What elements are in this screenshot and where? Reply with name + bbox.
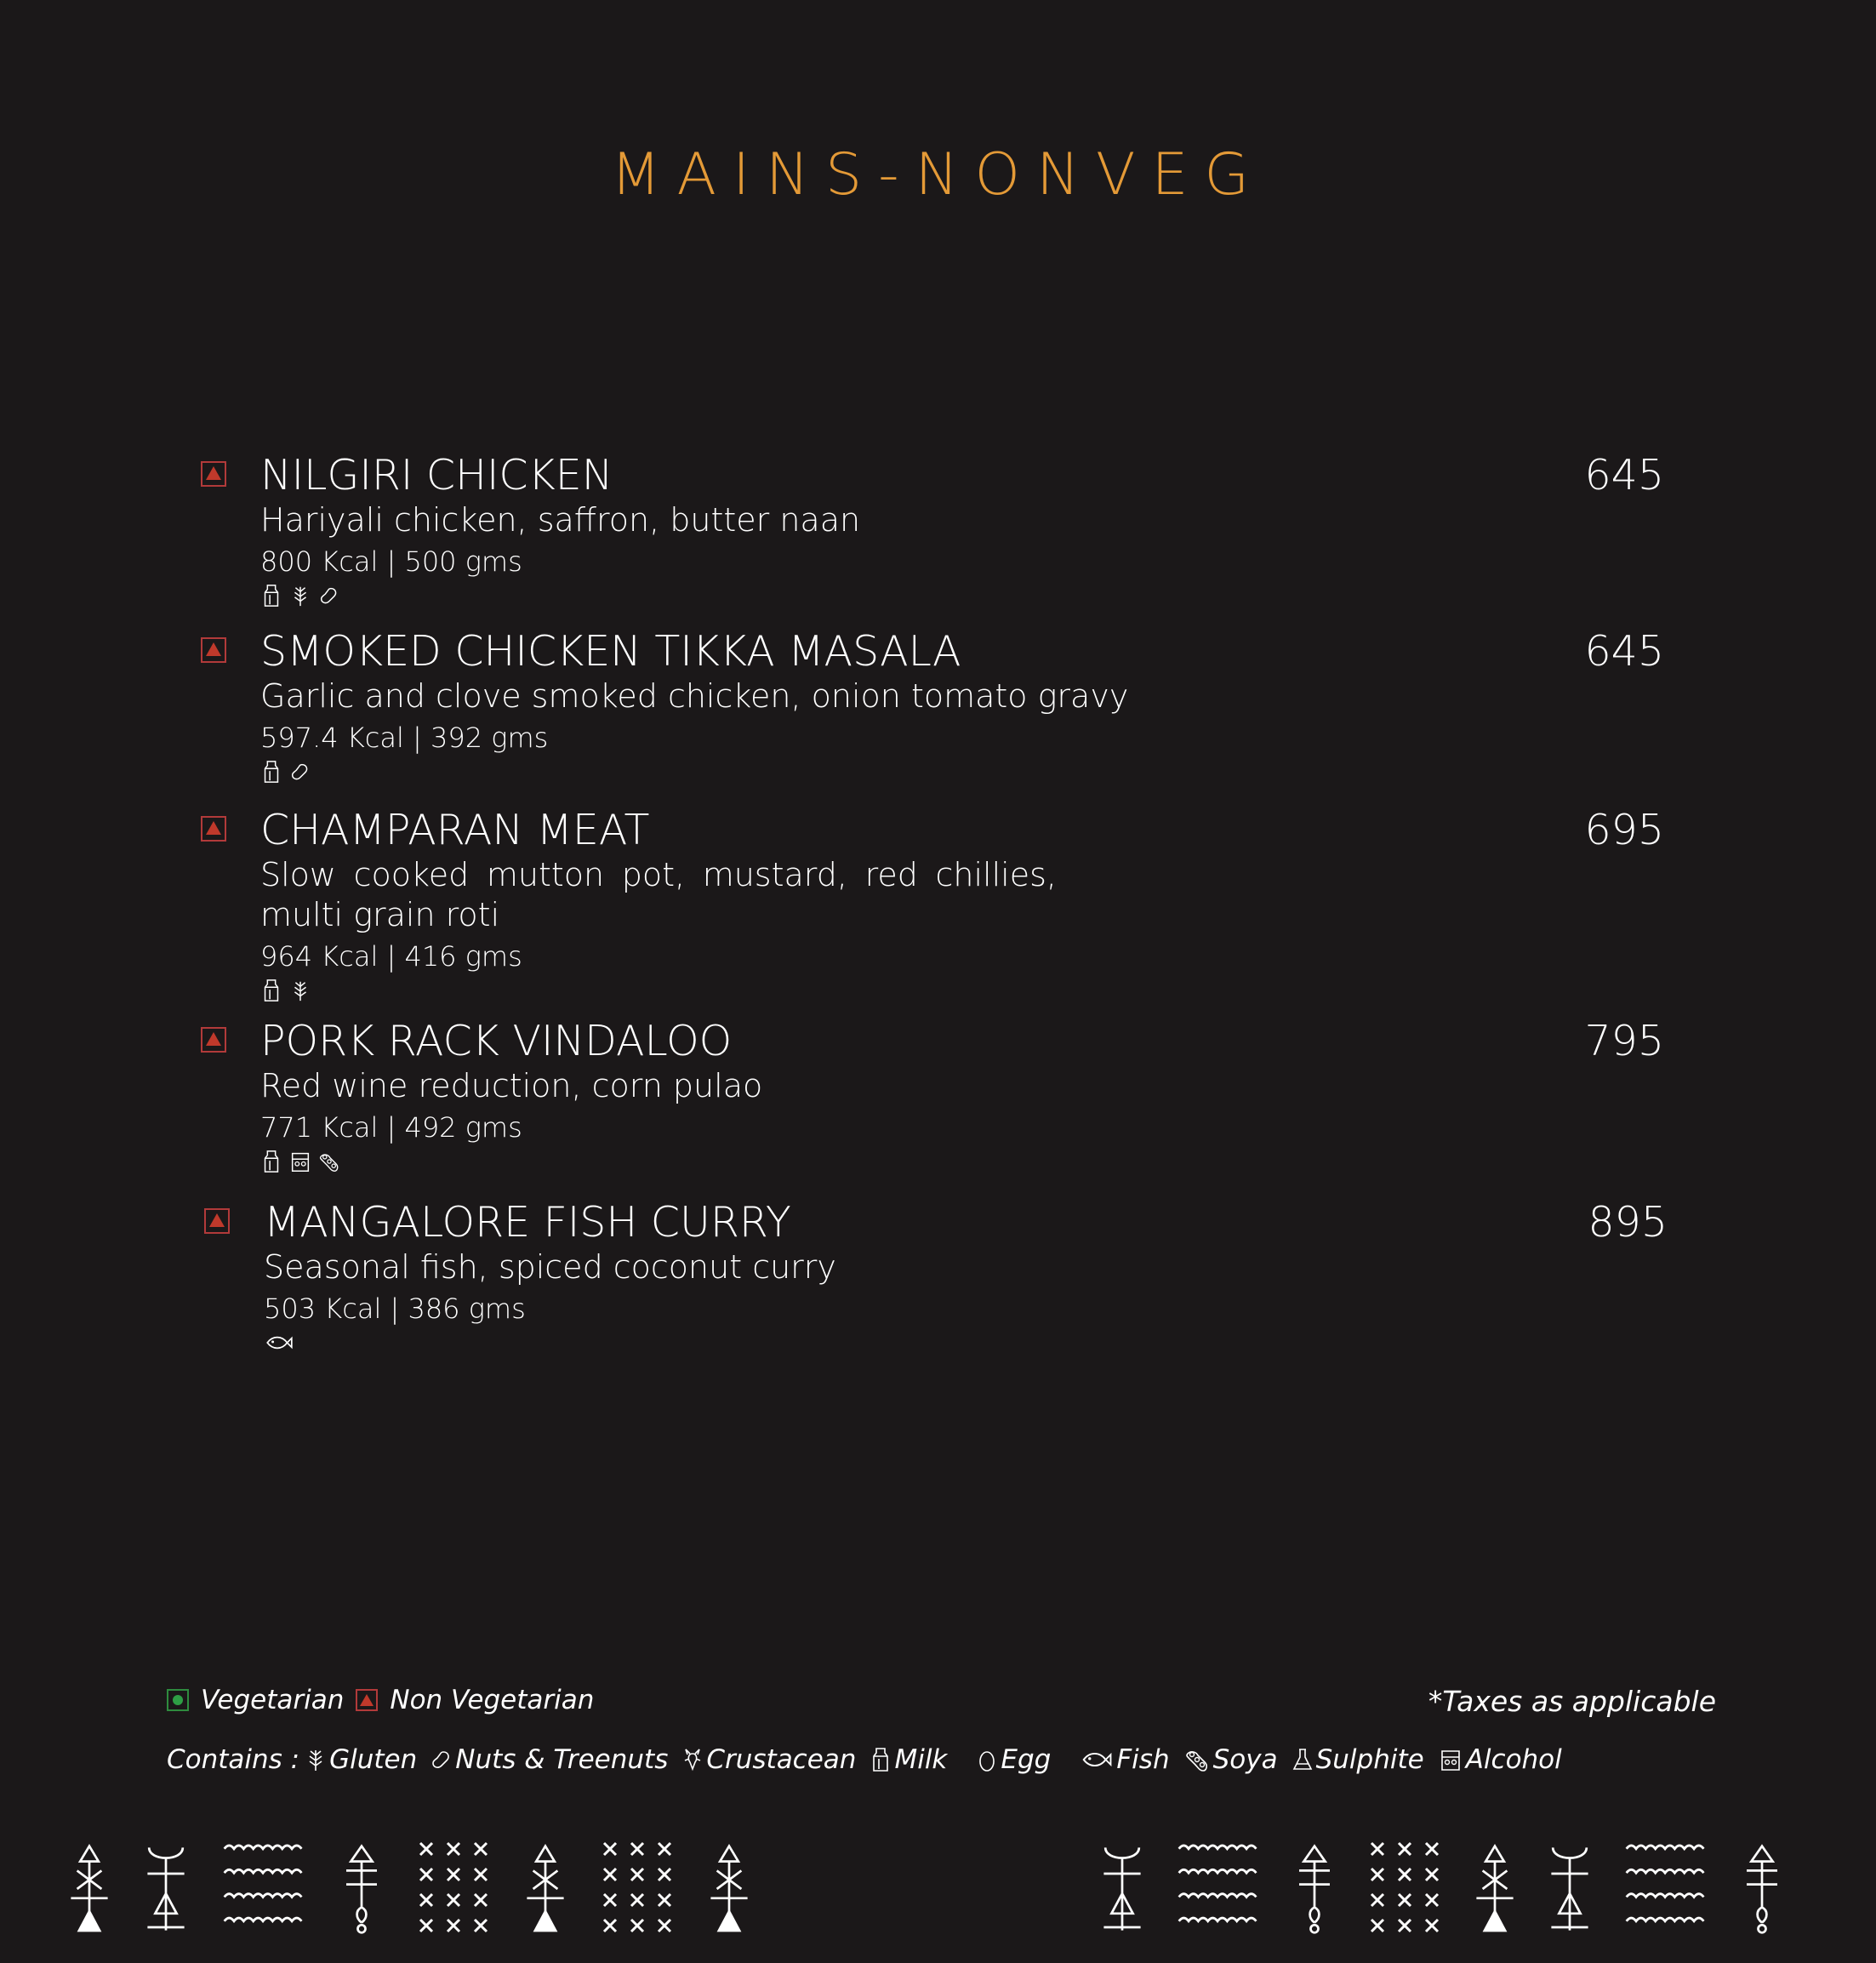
veg-label: Vegetarian [201,1685,345,1715]
milk-icon [870,1747,892,1772]
tribal-border-left [66,1834,752,1940]
nuts-icon [289,760,311,784]
nonveg-label: Non Vegetarian [390,1685,595,1715]
tribal-key-icon [339,1838,385,1940]
item-name: SMOKED CHICKEN TIKKA MASALA [260,627,961,676]
item-nutrition: 964 Kcal | 416 gms [260,940,522,973]
allergen-nuts [431,1744,668,1775]
allergen-label: Soya [1212,1744,1278,1775]
item-name: PORK RACK VINDALOO [260,1017,733,1065]
milk-icon [260,1150,282,1173]
soya-icon [318,1150,340,1173]
item-nutrition: 597.4 Kcal | 392 gms [260,722,549,754]
tribal-arrow-icon [706,1838,752,1940]
allergen-label: Gluten [329,1744,418,1775]
allergen-egg [976,1744,1051,1775]
milk-icon [260,760,282,784]
nonveg-marker-icon [201,637,226,663]
nonveg-marker-icon [356,1689,378,1711]
item-allergen-icons [260,978,1281,1003]
tribal-border-right [1099,1834,1785,1940]
item-price: 695 [1584,806,1664,854]
item-description: Slow cooked mutton pot, mustard, red chillies, multi grain roti [260,856,1057,933]
nuts-icon [318,584,340,608]
soya-icon [1183,1747,1211,1772]
item-allergen-icons [264,1330,1285,1355]
allergen-fish [1080,1744,1169,1775]
item-allergen-icons [260,583,1281,608]
item-price: 645 [1584,627,1664,676]
veg-marker-icon [167,1689,189,1711]
tribal-fork-icon [143,1838,189,1940]
item-allergen-icons [260,1149,1281,1174]
item-allergen-icons [260,759,1281,785]
tribal-key-icon [1292,1838,1337,1940]
allergen-milk [870,1744,947,1775]
item-nutrition: 771 Kcal | 492 gms [260,1111,522,1144]
item-description: Garlic and clove smoked chicken, onion tomato gravy [260,677,1129,715]
tribal-crosses-icon [599,1838,676,1940]
allergen-alcohol [1438,1744,1562,1775]
milk-icon [260,979,282,1002]
tribal-crosses-icon [1366,1838,1443,1940]
allergen-gluten [305,1744,417,1775]
contains-label: Contains : [167,1744,300,1775]
alcohol-icon [289,1150,311,1173]
item-price: 645 [1584,451,1664,499]
item-description: Seasonal fish, spiced coconut curry [264,1248,836,1286]
tribal-key-icon [1739,1838,1785,1940]
allergen-sulphite [1292,1744,1424,1775]
item-description: Red wine reduction, corn pulao [260,1067,763,1104]
allergen-legend [167,1744,1576,1775]
nonveg-marker-icon [201,1027,226,1053]
tribal-fork-icon [1547,1838,1593,1940]
item-name: CHAMPARAN MEAT [260,806,650,854]
allergen-label: Milk [894,1744,948,1775]
milk-icon [260,584,282,608]
nonveg-marker-icon [204,1208,230,1234]
nonveg-marker-icon [201,816,226,842]
gluten-icon [289,584,311,608]
fish-icon [264,1331,294,1355]
tribal-arrow-icon [522,1838,568,1940]
allergen-label: Alcohol [1465,1744,1562,1775]
item-nutrition: 800 Kcal | 500 gms [260,545,522,578]
egg-icon [976,1747,998,1772]
allergen-label: Nuts & Treenuts [455,1744,669,1775]
page-title: MAINS-NONVEG [610,141,1266,208]
allergen-label: Sulphite [1315,1744,1424,1775]
diet-legend [167,1685,594,1715]
tribal-crosses-icon [415,1838,492,1940]
tribal-waves-icon [220,1838,308,1940]
item-price: 895 [1588,1198,1668,1247]
fish-icon [1080,1747,1114,1772]
item-description: Hariyali chicken, saffron, butter naan [260,501,861,539]
tribal-arrow-icon [66,1838,112,1940]
alcohol-icon [1438,1747,1463,1772]
tribal-waves-icon [1174,1838,1263,1940]
item-price: 795 [1584,1017,1664,1065]
allergen-crustacean [681,1744,856,1775]
allergen-label: Egg [1001,1744,1052,1775]
item-name: MANGALORE FISH CURRY [264,1198,791,1247]
nuts-icon [431,1747,453,1772]
allergen-label: Crustacean [706,1744,857,1775]
sulphite-icon [1292,1747,1314,1772]
gluten-icon [305,1747,327,1772]
nonveg-marker-icon [201,461,226,487]
tribal-waves-icon [1622,1838,1710,1940]
allergen-label: Fish [1116,1744,1170,1775]
item-name: NILGIRI CHICKEN [260,451,613,499]
tribal-arrow-icon [1472,1838,1518,1940]
crustacean-icon [681,1747,704,1772]
gluten-icon [289,979,311,1002]
allergen-soya [1183,1744,1278,1775]
tribal-fork-icon [1099,1838,1145,1940]
item-nutrition: 503 Kcal | 386 gms [264,1292,526,1325]
taxes-note: *Taxes as applicable [1428,1685,1716,1718]
